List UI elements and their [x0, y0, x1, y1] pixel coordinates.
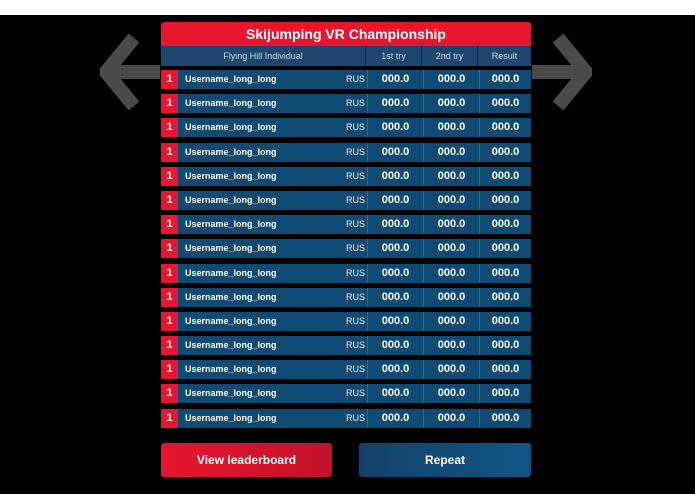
second-try-score: 000.0	[424, 409, 480, 428]
result-score: 000.0	[491, 339, 520, 352]
rank-badge: 1	[161, 312, 178, 331]
player-name: Username_long_long	[185, 315, 277, 326]
header-second-try: 2nd try	[422, 46, 478, 66]
first-try-score: 000.0	[368, 167, 424, 186]
rank-badge: 1	[161, 360, 178, 379]
result-score: 000.0	[491, 145, 520, 158]
rank-badge: 1	[161, 167, 178, 186]
first-try-score: 000.0	[368, 360, 424, 379]
player-name: Username_long_long	[185, 219, 277, 230]
second-try-score: 000.0	[424, 264, 480, 283]
table-row	[161, 70, 531, 89]
header-first-try: 1st try	[366, 46, 422, 66]
player-name: Username_long_long	[185, 74, 277, 84]
first-try-score: 000.0	[368, 239, 424, 258]
result-score: 000.0	[491, 266, 520, 279]
result-score: 000.0	[491, 242, 520, 255]
player-name: Username_long_long	[185, 412, 277, 423]
rank-badge: 1	[161, 264, 178, 283]
rank-badge: 1	[161, 239, 178, 258]
view-leaderboard-button[interactable]: View leaderboard	[161, 443, 332, 477]
second-try-score: 000.0	[424, 336, 480, 355]
second-try-score: 000.0	[424, 239, 480, 258]
result-score: 000.0	[491, 290, 520, 303]
table-row	[161, 191, 531, 210]
player-name: Username_long_long	[185, 146, 277, 157]
table-row	[161, 288, 531, 307]
second-try-score: 000.0	[424, 167, 480, 186]
player-country: RUS	[340, 118, 368, 137]
player-country: RUS	[340, 191, 368, 210]
table-row	[161, 239, 531, 258]
table-row	[161, 336, 531, 355]
table-row	[161, 167, 531, 186]
result-score: 000.0	[491, 193, 520, 206]
player-country: RUS	[340, 143, 368, 162]
first-try-score: 000.0	[368, 312, 424, 331]
table-row	[161, 94, 531, 113]
game-screen	[0, 15, 695, 494]
result-score: 000.0	[491, 411, 520, 424]
player-country: RUS	[340, 215, 368, 234]
table-row	[161, 143, 531, 162]
table-row	[161, 360, 531, 379]
table-row	[161, 215, 531, 234]
table-header	[161, 46, 531, 66]
second-try-score: 000.0	[424, 143, 480, 162]
result-score: 000.0	[491, 387, 520, 400]
first-try-score: 000.0	[368, 336, 424, 355]
table-row	[161, 118, 531, 137]
player-country: RUS	[340, 360, 368, 379]
first-try-score: 000.0	[368, 94, 424, 113]
rank-badge: 1	[161, 191, 178, 210]
repeat-button[interactable]: Repeat	[359, 443, 531, 477]
first-try-score: 000.0	[368, 70, 424, 89]
second-try-score: 000.0	[424, 384, 480, 403]
first-try-score: 000.0	[368, 264, 424, 283]
player-country: RUS	[340, 288, 368, 307]
player-name: Username_long_long	[185, 340, 277, 351]
rank-badge: 1	[161, 409, 178, 428]
leaderboard-title: Skijumping VR Championship	[161, 22, 531, 46]
second-try-score: 000.0	[424, 288, 480, 307]
rank-badge: 1	[161, 384, 178, 403]
result-score: 000.0	[491, 97, 520, 110]
first-try-score: 000.0	[368, 118, 424, 137]
header-event: Flying Hill Individual	[161, 46, 366, 66]
first-try-score: 000.0	[368, 215, 424, 234]
player-country: RUS	[340, 264, 368, 283]
result-score: 000.0	[491, 73, 520, 85]
player-country: RUS	[340, 312, 368, 331]
player-name: Username_long_long	[185, 194, 277, 205]
rank-badge: 1	[161, 70, 178, 89]
player-name: Username_long_long	[185, 388, 277, 399]
second-try-score: 000.0	[424, 118, 480, 137]
rank-badge: 1	[161, 118, 178, 137]
first-try-score: 000.0	[368, 409, 424, 428]
table-row	[161, 264, 531, 283]
rank-badge: 1	[161, 94, 178, 113]
player-name: Username_long_long	[185, 364, 277, 375]
player-name: Username_long_long	[185, 170, 277, 181]
player-country: RUS	[340, 384, 368, 403]
player-country: RUS	[340, 409, 368, 428]
result-score: 000.0	[491, 363, 520, 376]
second-try-score: 000.0	[424, 312, 480, 331]
arrow-right-icon	[532, 32, 592, 112]
second-try-score: 000.0	[424, 94, 480, 113]
prev-arrow-button[interactable]	[100, 32, 160, 112]
player-name: Username_long_long	[185, 267, 277, 278]
player-name: Username_long_long	[185, 291, 277, 302]
rank-badge: 1	[161, 215, 178, 234]
second-try-score: 000.0	[424, 215, 480, 234]
first-try-score: 000.0	[368, 384, 424, 403]
header-result: Result	[491, 51, 518, 61]
player-name: Username_long_long	[185, 122, 277, 133]
table-row	[161, 312, 531, 331]
result-score: 000.0	[491, 121, 520, 134]
result-score: 000.0	[491, 218, 520, 231]
player-country: RUS	[340, 167, 368, 186]
next-arrow-button[interactable]	[532, 32, 592, 112]
first-try-score: 000.0	[368, 288, 424, 307]
table-row	[161, 384, 531, 403]
result-score: 000.0	[491, 314, 520, 327]
first-try-score: 000.0	[368, 191, 424, 210]
rank-badge: 1	[161, 143, 178, 162]
second-try-score: 000.0	[424, 191, 480, 210]
second-try-score: 000.0	[424, 70, 480, 89]
result-score: 000.0	[491, 169, 520, 182]
player-country: RUS	[340, 94, 368, 113]
player-country: RUS	[340, 70, 368, 89]
arrow-left-icon	[100, 32, 160, 112]
second-try-score: 000.0	[424, 360, 480, 379]
leaderboard-rows	[161, 70, 531, 433]
first-try-score: 000.0	[368, 143, 424, 162]
table-row	[161, 409, 531, 428]
player-country: RUS	[340, 239, 368, 258]
rank-badge: 1	[161, 288, 178, 307]
rank-badge: 1	[161, 336, 178, 355]
player-country: RUS	[340, 336, 368, 355]
player-name: Username_long_long	[185, 243, 277, 254]
player-name: Username_long_long	[185, 98, 277, 109]
